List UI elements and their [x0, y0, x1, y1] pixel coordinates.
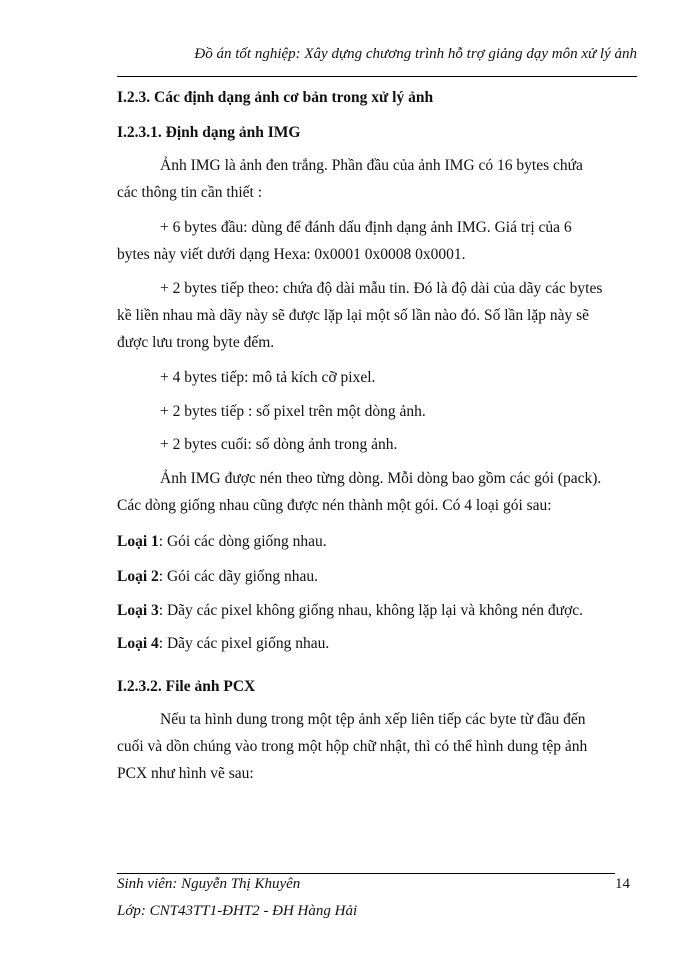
page-number: 14 — [615, 876, 630, 892]
page-header: Đồ án tốt nghiệp: Xây dựng chương trình hỗ trợ giảng dạy môn xử lý ảnh — [194, 46, 637, 62]
type-label: Loại 3 — [117, 602, 159, 619]
footer-student: Sinh viên: Nguyễn Thị Khuyên — [117, 876, 301, 892]
img-item2-line1: + 2 bytes tiếp theo: chứa độ dài mẫu tin. Đó là độ dài của dãy các bytes — [160, 280, 603, 297]
type-item — [117, 532, 327, 552]
img-item5: + 2 bytes cuối: số dòng ảnh trong ảnh. — [160, 436, 398, 453]
img-para2-line1: Ảnh IMG được nén theo từng dòng. Mỗi dòng bao gồm các gói (pack). — [160, 470, 602, 487]
img-item1-line2: bytes này viết dưới dạng Hexa: 0x0001 0x0008 0x0001. — [117, 246, 466, 263]
type-label: Loại 2 — [117, 568, 159, 585]
type-label: Loại 1 — [117, 533, 159, 550]
img-item1-line1: + 6 bytes đầu: dùng để đánh dấu định dạng ảnh IMG. Giá trị của 6 — [160, 219, 572, 236]
pcx-line3: PCX như hình vẽ sau: — [117, 765, 254, 782]
type-text: : Gói các dãy giống nhau. — [158, 568, 319, 585]
type-item — [117, 567, 318, 587]
type-text: : Dãy các pixel giống nhau. — [158, 635, 330, 652]
section-title: I.2.3. Các định dạng ảnh cơ bản trong xử lý ảnh — [117, 89, 434, 106]
img-item2-line2: kề liền nhau mà dãy này sẽ được lặp lại một số lần nào đó. Số lần lặp này sẽ — [117, 307, 590, 324]
img-item2-line3: được lưu trong byte đếm. — [117, 334, 275, 351]
pcx-line2: cuối và dồn chúng vào trong một hộp chữ nhật, thì có thể hình dung tệp ảnh — [117, 738, 588, 755]
footer-divider — [117, 873, 615, 874]
img-para1-line2: các thông tin cần thiết : — [117, 184, 263, 201]
footer-class: Lớp: CNT43TT1-ĐHT2 - ĐH Hàng Hải — [117, 903, 358, 919]
type-item — [117, 601, 583, 621]
header-divider — [117, 76, 637, 77]
img-section-title: I.2.3.1. Định dạng ảnh IMG — [117, 124, 301, 141]
img-item4: + 2 bytes tiếp : số pixel trên một dòng ảnh. — [160, 403, 426, 420]
type-text: : Dãy các pixel không giống nhau, không lặp lại và không nén được. — [158, 602, 584, 619]
img-para1-line1: Ảnh IMG là ảnh đen trắng. Phần đầu của ảnh IMG có 16 bytes chứa — [160, 157, 583, 174]
type-label: Loại 4 — [117, 635, 159, 652]
type-text: : Gói các dòng giống nhau. — [158, 533, 327, 550]
pcx-section-title: I.2.3.2. File ảnh PCX — [117, 678, 256, 695]
type-item — [117, 634, 329, 654]
img-para2-line2: Các dòng giống nhau cũng được nén thành một gói. Có 4 loại gói sau: — [117, 497, 552, 514]
img-item3: + 4 bytes tiếp: mô tả kích cỡ pixel. — [160, 369, 376, 386]
pcx-line1: Nếu ta hình dung trong một tệp ảnh xếp liên tiếp các byte từ đầu đến — [160, 711, 586, 728]
